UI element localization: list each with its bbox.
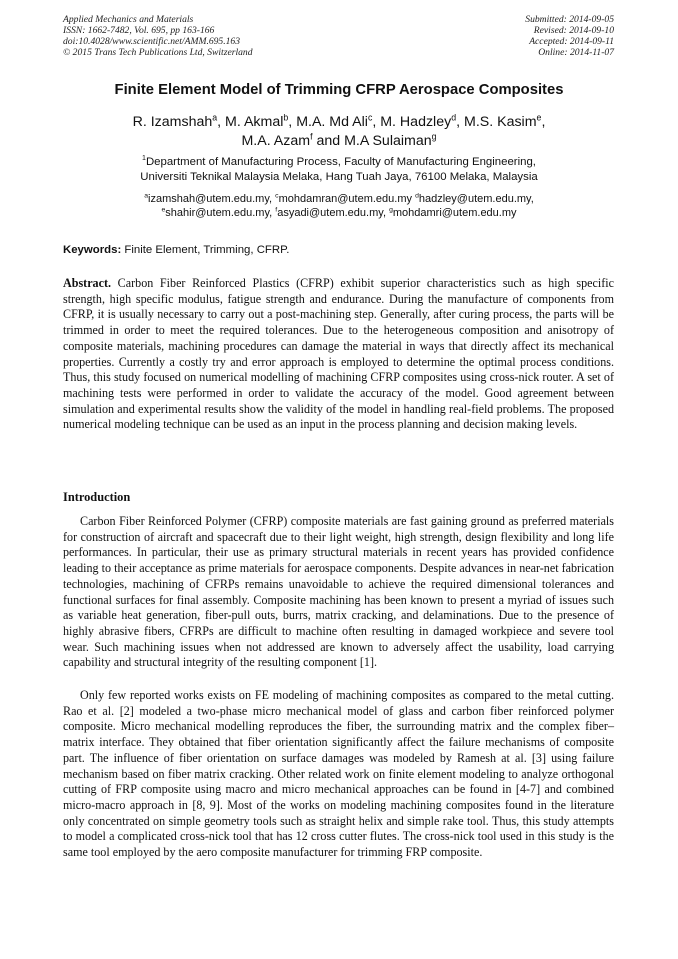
date-online: Online: 2014-11-07	[538, 47, 614, 58]
journal-doi: doi:10.4028/www.scientific.net/AMM.695.163	[63, 36, 241, 47]
keywords	[63, 244, 289, 256]
affiliation-marker: 1	[142, 155, 146, 163]
journal-name: Applied Mechanics and Materials	[63, 14, 194, 25]
affiliation-line-2: Universiti Teknikal Malaysia Melaka, Hang Tuah Jaya, 76100 Melaka, Malaysia	[140, 171, 538, 183]
journal-info	[63, 14, 253, 58]
submission-dates	[525, 14, 614, 58]
abstract-label: Abstract.	[63, 276, 112, 290]
intro-paragraph-1: Carbon Fiber Reinforced Polymer (CFRP) composite materials are fast gaining ground as preferred materials for construction of aircraft and spacecraft due to their light weight, high strength, design flexibility and long life performances. In particular, their use as primary structural materials in recent years has provided confidence leading to their acceptance as prime materials for aerospace components. Despite advances in near-net fabrication technologies, machining of CFRPs remains unavoidable to achieve the required dimensional tolerances and functional surfaces for final assembly. Composite machining has been known to present a myriad of issues such as variable heat generation, fiber-pull outs, burrs, matrix cracking, and delaminations. Due to the presence of highly abrasive fibers, CFRPs are difficult to machine often resulting in damaged workpiece and severe tool wear. Such machining issues when not addressed are known to adversely affect the usability, load carrying capability and structural integrity of the resulting component [1].	[63, 514, 614, 670]
author: M.A Sulaiman$^g$	[344, 131, 437, 149]
email[interactable]: $^d$hadzley@utem.edu.my,	[415, 192, 534, 205]
abstract	[63, 276, 614, 433]
date-submitted: Submitted: 2014-09-05	[525, 14, 614, 25]
affiliation-line-1: Department of Manufacturing Process, Faculty of Manufacturing Engineering,	[145, 156, 536, 168]
email[interactable]: $^g$mohdamri@utem.edu.my	[389, 206, 517, 219]
affiliation	[40, 155, 638, 185]
abstract-text: Carbon Fiber Reinforced Plastics (CFRP) exhibit superior characteristics such as high specific strength, high specific modulus, fatigue strength and endurance. During the manufacture of components from CFRP, it is usually necessary to carry out a post-machining step. Generally, after curing process, the parts will be trimmed in order to meet the required tolerances. Due to the heterogeneous composition and anisotropy of composite materials, machining procedures can damage the material in ways that directly affect its mechanical properties. Currently a costly try and error approach is employed to determine the optimal process conditions. Thus, this study focused on numerical modelling of machining CFRP composites using cross-nick router. A set of machining tests were performed in order to validate the accuracy of the model. Good agreement between simulation and experimental results show the validity of the model in handling real-field problems. The proposed numerical modeling technique can be used as an input in the process planning and decision making levels.	[63, 276, 614, 432]
author: M.A. Azam$^f$ and	[241, 131, 345, 149]
journal-issn: ISSN: 1662-7482, Vol. 695, pp 163-166	[63, 25, 215, 36]
email[interactable]: $^e$shahir@utem.edu.my,	[161, 206, 276, 219]
keywords-text: Finite Element, Trimming, CFRP.	[121, 244, 290, 256]
author: R. Izamshah$^a$,	[132, 112, 226, 130]
author: M. Hadzley$^d$,	[380, 112, 464, 130]
date-accepted: Accepted: 2014-09-11	[529, 36, 614, 47]
email-list	[40, 192, 638, 220]
author: M.A. Md Ali$^c$,	[296, 112, 381, 130]
paper-title: Finite Element Model of Trimming CFRP Aerospace Composites	[114, 82, 564, 98]
keywords-label: Keywords:	[63, 244, 122, 256]
intro-paragraph-2: Only few reported works exists on FE modeling of machining composites as compared to the metal cutting. Rao et al. [2] modeled a two-phase micro mechanical model of glass and carbon fiber reinforced polymer composite. Micro mechanical modelling reproduces the fiber, the surrounding matrix and the complex fiber–matrix interface. They obtained that fiber orientation significantly affect the failure mechanisms of composite part. The influence of fiber orientation on surface damages was modeled by Ramesh at al. [3] using failure mechanism based on fiber matrix cracking. Other related work on finite element modeling to analyze orthogonal cutting of FRP composite using macro and micro mechanical approaches can be found in [4-7] and combined micro-macro approach in [8, 9]. Most of the works on modeling machining composites found in the literature only concentrated on simple geometry tools such as straight helix and simple rake tool. Thus, this study attempts to model a complicated cross-nick tool that has 12 cross cutter flutes. The cross-nick tool used in this study is the same tool employed by the aero composite manufacturer for trimming FRP composite.	[63, 688, 614, 860]
author: M.S. Kasim$^e$,	[464, 112, 546, 130]
author-list	[40, 113, 638, 151]
email[interactable]: $^a$izamshah@utem.edu.my,	[144, 192, 276, 205]
author: M. Akmal$^b$,	[225, 112, 297, 130]
date-revised: Revised: 2014-09-10	[533, 25, 614, 36]
email[interactable]: $^c$mohdamran@utem.edu.my	[275, 192, 416, 205]
section-heading-introduction: Introduction	[63, 490, 131, 504]
email[interactable]: $^f$asyadi@utem.edu.my,	[275, 206, 390, 219]
journal-copyright: © 2015 Trans Tech Publications Ltd, Switzerland	[63, 47, 253, 58]
